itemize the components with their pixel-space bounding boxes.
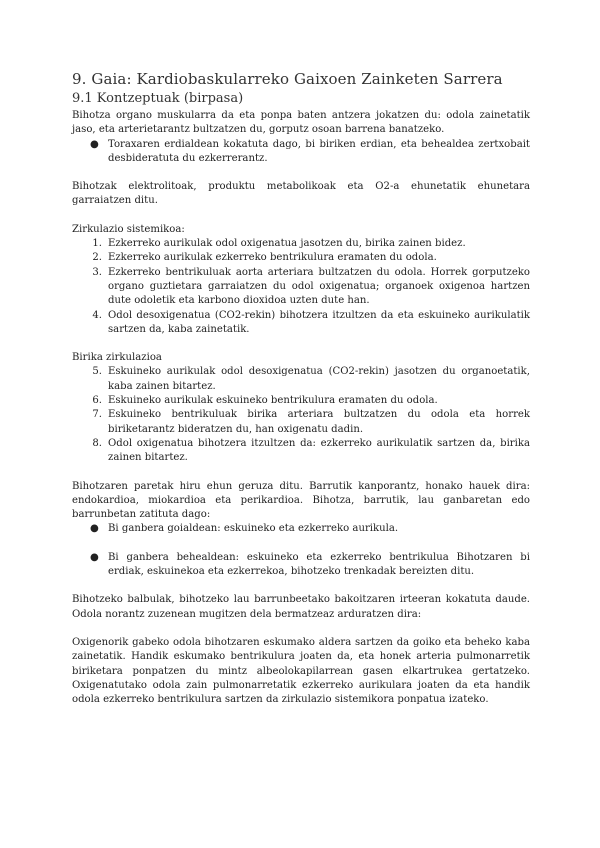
list-number: 4. xyxy=(92,309,102,321)
list-item-text: Odol desoxigenatua (CO2-rekin) bihotzera itzultzen da eta eskuineko aurikulatik sartzen da, kaba zainetatik. xyxy=(108,309,530,335)
bullet-icon: ● xyxy=(90,551,99,563)
list-number: 1. xyxy=(92,238,102,250)
pulmonary-heading: Birika zirkulazioa xyxy=(72,352,162,364)
list-number: 6. xyxy=(92,395,102,407)
list-item xyxy=(72,394,530,408)
document-page xyxy=(72,70,530,707)
systemic-heading: Zirkulazio sistemikoa: xyxy=(72,223,185,235)
chambers-list xyxy=(72,522,530,579)
list-item xyxy=(72,251,530,265)
systemic-list xyxy=(72,237,530,337)
list-item-text: Eskuineko aurikulak eskuineko bentrikulura eramaten du odola. xyxy=(108,395,438,407)
list-number: 3. xyxy=(92,266,102,278)
list-item-text: Eskuineko aurikulak odol desoxigenatua (CO2-rekin) jasotzen du organoetatik, kaba zainen bitartez. xyxy=(108,366,530,392)
list-item xyxy=(72,365,530,394)
walls-paragraph: Bihotzaren paretak hiru ehun geruza ditu. Barrutik kanporantz, honako hauek dira: endokardioa, miokardioa eta perikardioa. Bihotza, barrutik, lau ganbaretan edo barrunbetan zatituta dago: xyxy=(72,480,530,521)
list-item xyxy=(72,138,530,167)
list-item-text: Ezkerreko aurikulak odol oxigenatua jasotzen du, birika zainen bidez. xyxy=(108,238,466,250)
list-item xyxy=(72,522,530,536)
section-heading: 9.1 Kontzeptuak (birpasa) xyxy=(72,91,244,106)
valves-paragraph: Bihotzeko balbulak, bihotzeko lau barrunbeetako bakoitzaren irteeran kokatuta daude. Odola norantz zuzenean mugitzen dela bermatzeaz arduratzen dira: xyxy=(72,594,530,620)
list-item xyxy=(72,437,530,466)
oxygen-paragraph: Oxigenorik gabeko odola bihotzaren eskumako aldera sartzen da goiko eta beheko kaba zainetatik. Handik eskumako bentrikulura joaten da, eta honek arteria pulmonarretik biriketara ponpatzen du mintz albeolokapilarrean gasen elkartrukea gertatzeko. Oxigenatutako odola zain pulmonarretatik ezkerreko aurikulara joaten da eta handik odola ezkerreko bentrikulura sartzen da zirkulazio sistemikora ponpatua izateko. xyxy=(72,636,530,706)
list-item xyxy=(72,309,530,338)
list-item xyxy=(72,551,530,580)
list-number: 5. xyxy=(92,366,102,378)
bullet-icon: ● xyxy=(90,523,99,535)
list-number: 7. xyxy=(92,409,102,421)
page-title: 9. Gaia: Kardiobaskularreko Gaixoen Zainketen Sarrera xyxy=(72,70,503,88)
list-item xyxy=(72,266,530,309)
pulmonary-list xyxy=(72,365,530,465)
list-item-text: Ezkerreko bentrikuluak aorta arteriara bultzatzen du odola. Horrek gorputzeko organo guztietara garraiatzen du odol oxigenatua; organoek oxigenoa hartzen dute odoletik eta karbono dioxidoa uzten dute han. xyxy=(108,266,530,307)
list-number: 2. xyxy=(92,252,102,264)
list-item-text: Toraxaren erdialdean kokatuta dago, bi biriken erdian, eta behealdea zertxobait desbideratuta du ezkerrerantz. xyxy=(108,138,530,164)
list-item-text: Bi ganbera behealdean: eskuineko eta ezkerreko bentrikulua Bihotzaren bi erdiak, eskuinekoa eta ezkerrekoa, bihotzeko trenkadak bereizten ditu. xyxy=(108,551,530,578)
bullet-icon: ● xyxy=(90,138,99,150)
list-item xyxy=(72,237,530,251)
intro-bullet-list xyxy=(72,138,530,167)
list-item-text: Bi ganbera goialdean: eskuineko eta ezkerreko aurikula. xyxy=(108,523,399,535)
list-item xyxy=(72,408,530,437)
list-item-text: Odol oxigenatua bihotzera itzultzen da: ezkerreko aurikulatik sartzen da, birika zainen bitartez. xyxy=(108,437,530,464)
list-number: 8. xyxy=(92,437,102,449)
electrolytes-paragraph: Bihotzak elektrolitoak, produktu metabolikoak eta O2-a ehunetatik ehunetara garraiatzen ditu. xyxy=(72,181,530,207)
list-item-text: Ezkerreko aurikulak ezkerreko bentrikulura eramaten du odola. xyxy=(108,252,437,264)
intro-paragraph: Bihotza organo muskularra da eta ponpa baten antzera jokatzen du: odola zainetatik jaso, eta arterietarantz bultzatzen du, gorputz osoan barrena banatzeko. xyxy=(72,110,530,136)
list-item-text: Eskuineko bentrikuluak birika arteriara bultzatzen du odola eta horrek biriketarantz bideratzen du, han oxigenatu dadin. xyxy=(108,409,530,435)
